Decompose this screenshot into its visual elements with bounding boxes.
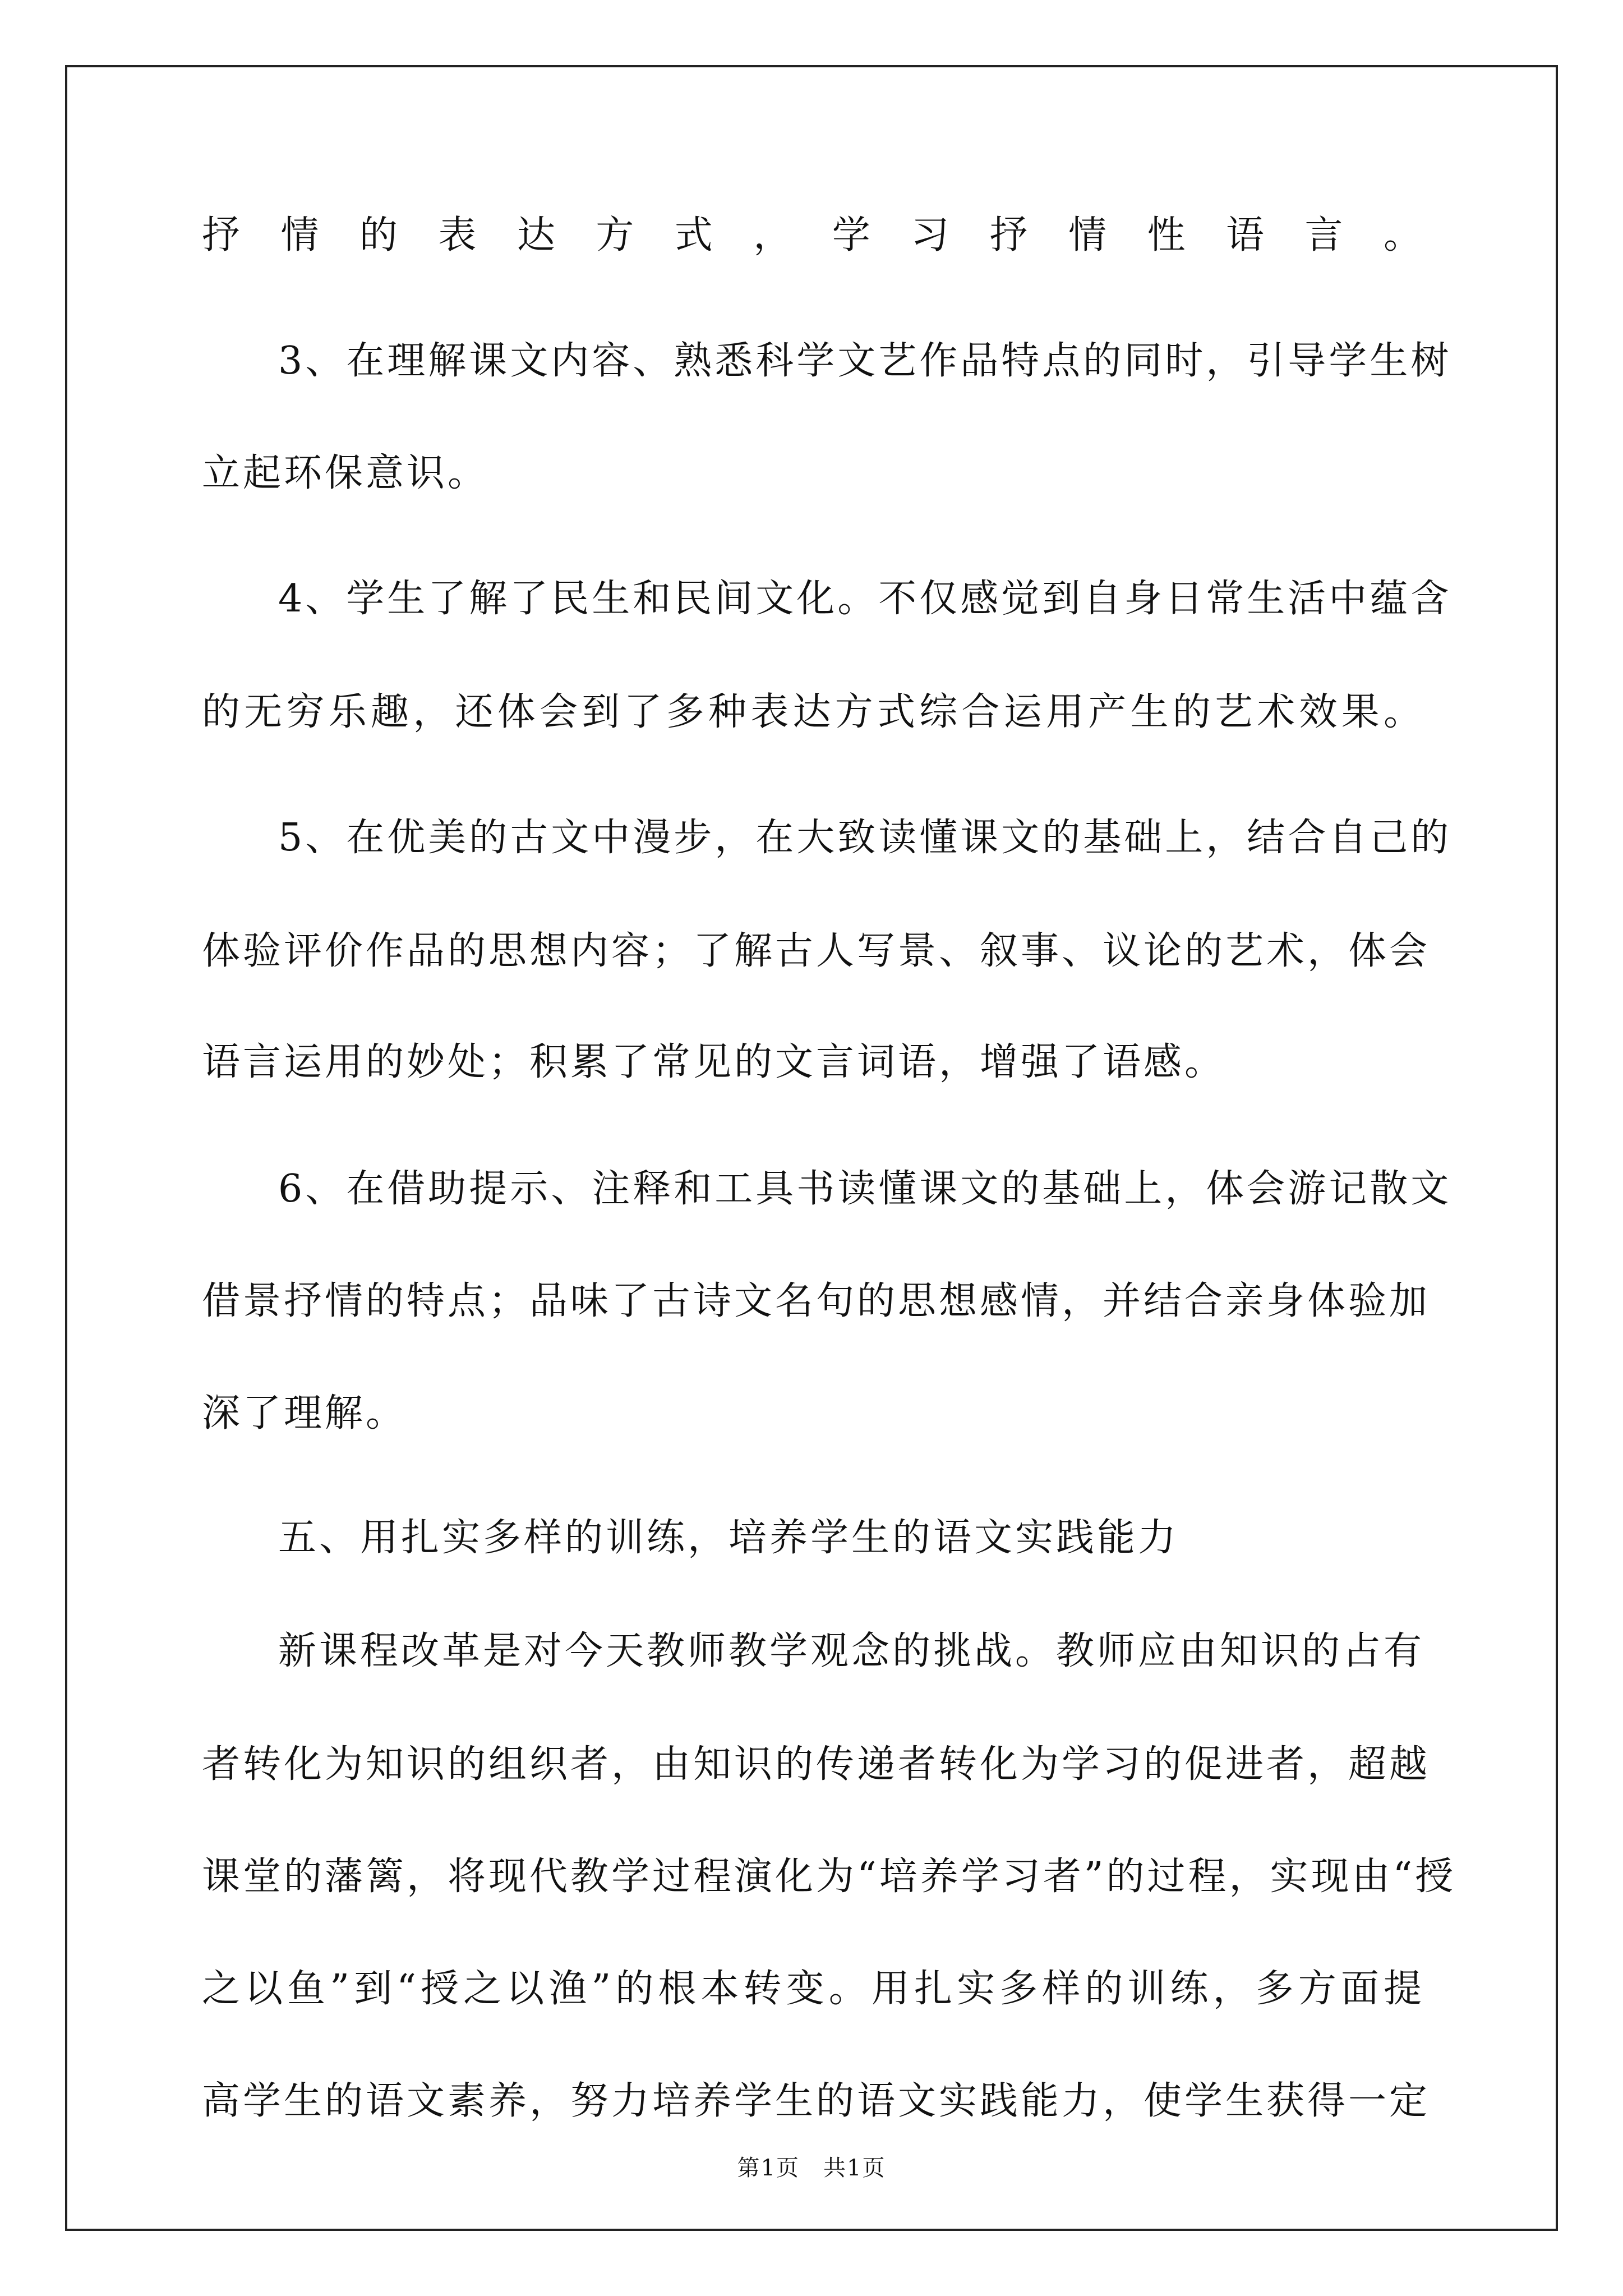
- text-line: 6、在借助提示、注释和工具书读懂课文的基础上，体会游记散文: [278, 1167, 1452, 1211]
- page-footer: 第1页 共1页: [737, 2155, 886, 2181]
- text-line: 立起环保意识。: [202, 451, 489, 495]
- text-line: 体验评价作品的思想内容；了解古人写景、叙事、议论的艺术，体会: [202, 929, 1431, 973]
- page-border: [65, 65, 1558, 2231]
- text-line: 5、在优美的古文中漫步，在大致读懂课文的基础上，结合自己的: [278, 816, 1452, 860]
- text-line: 高学生的语文素养，努力培养学生的语文实践能力，使学生获得一定: [202, 2079, 1431, 2123]
- text-line: 3、在理解课文内容、熟悉科学文艺作品特点的同时，引导学生树: [278, 339, 1452, 383]
- text-line: 借景抒情的特点；品味了古诗文名句的思想感情，并结合亲身体验加: [202, 1279, 1431, 1323]
- text-line: 抒情的表达方式，学习抒情性语言。: [202, 213, 1424, 257]
- text-line: 深了理解。: [202, 1391, 407, 1435]
- text-line: 语言运用的妙处；积累了常见的文言词语，增强了语感。: [202, 1040, 1226, 1084]
- text-line: 新课程改革是对今天教师教学观念的挑战。教师应由知识的占有: [278, 1629, 1425, 1673]
- text-line: 4、学生了解了民生和民间文化。不仅感觉到自身日常生活中蕴含: [278, 577, 1452, 621]
- section-heading: 五、用扎实多样的训练，培养学生的语文实践能力: [278, 1516, 1179, 1560]
- text-line: 的无穷乐趣，还体会到了多种表达方式综合运用产生的艺术效果。: [202, 690, 1424, 734]
- text-line: 课堂的藩篱，将现代教学过程演化为“培养学习者”的过程，实现由“授: [202, 1855, 1456, 1899]
- text-line: 者转化为知识的组织者，由知识的传递者转化为学习的促进者，超越: [202, 1742, 1431, 1787]
- text-line: 之以鱼”到“授之以渔”的根本转变。用扎实多样的训练，多方面提: [202, 1967, 1424, 2011]
